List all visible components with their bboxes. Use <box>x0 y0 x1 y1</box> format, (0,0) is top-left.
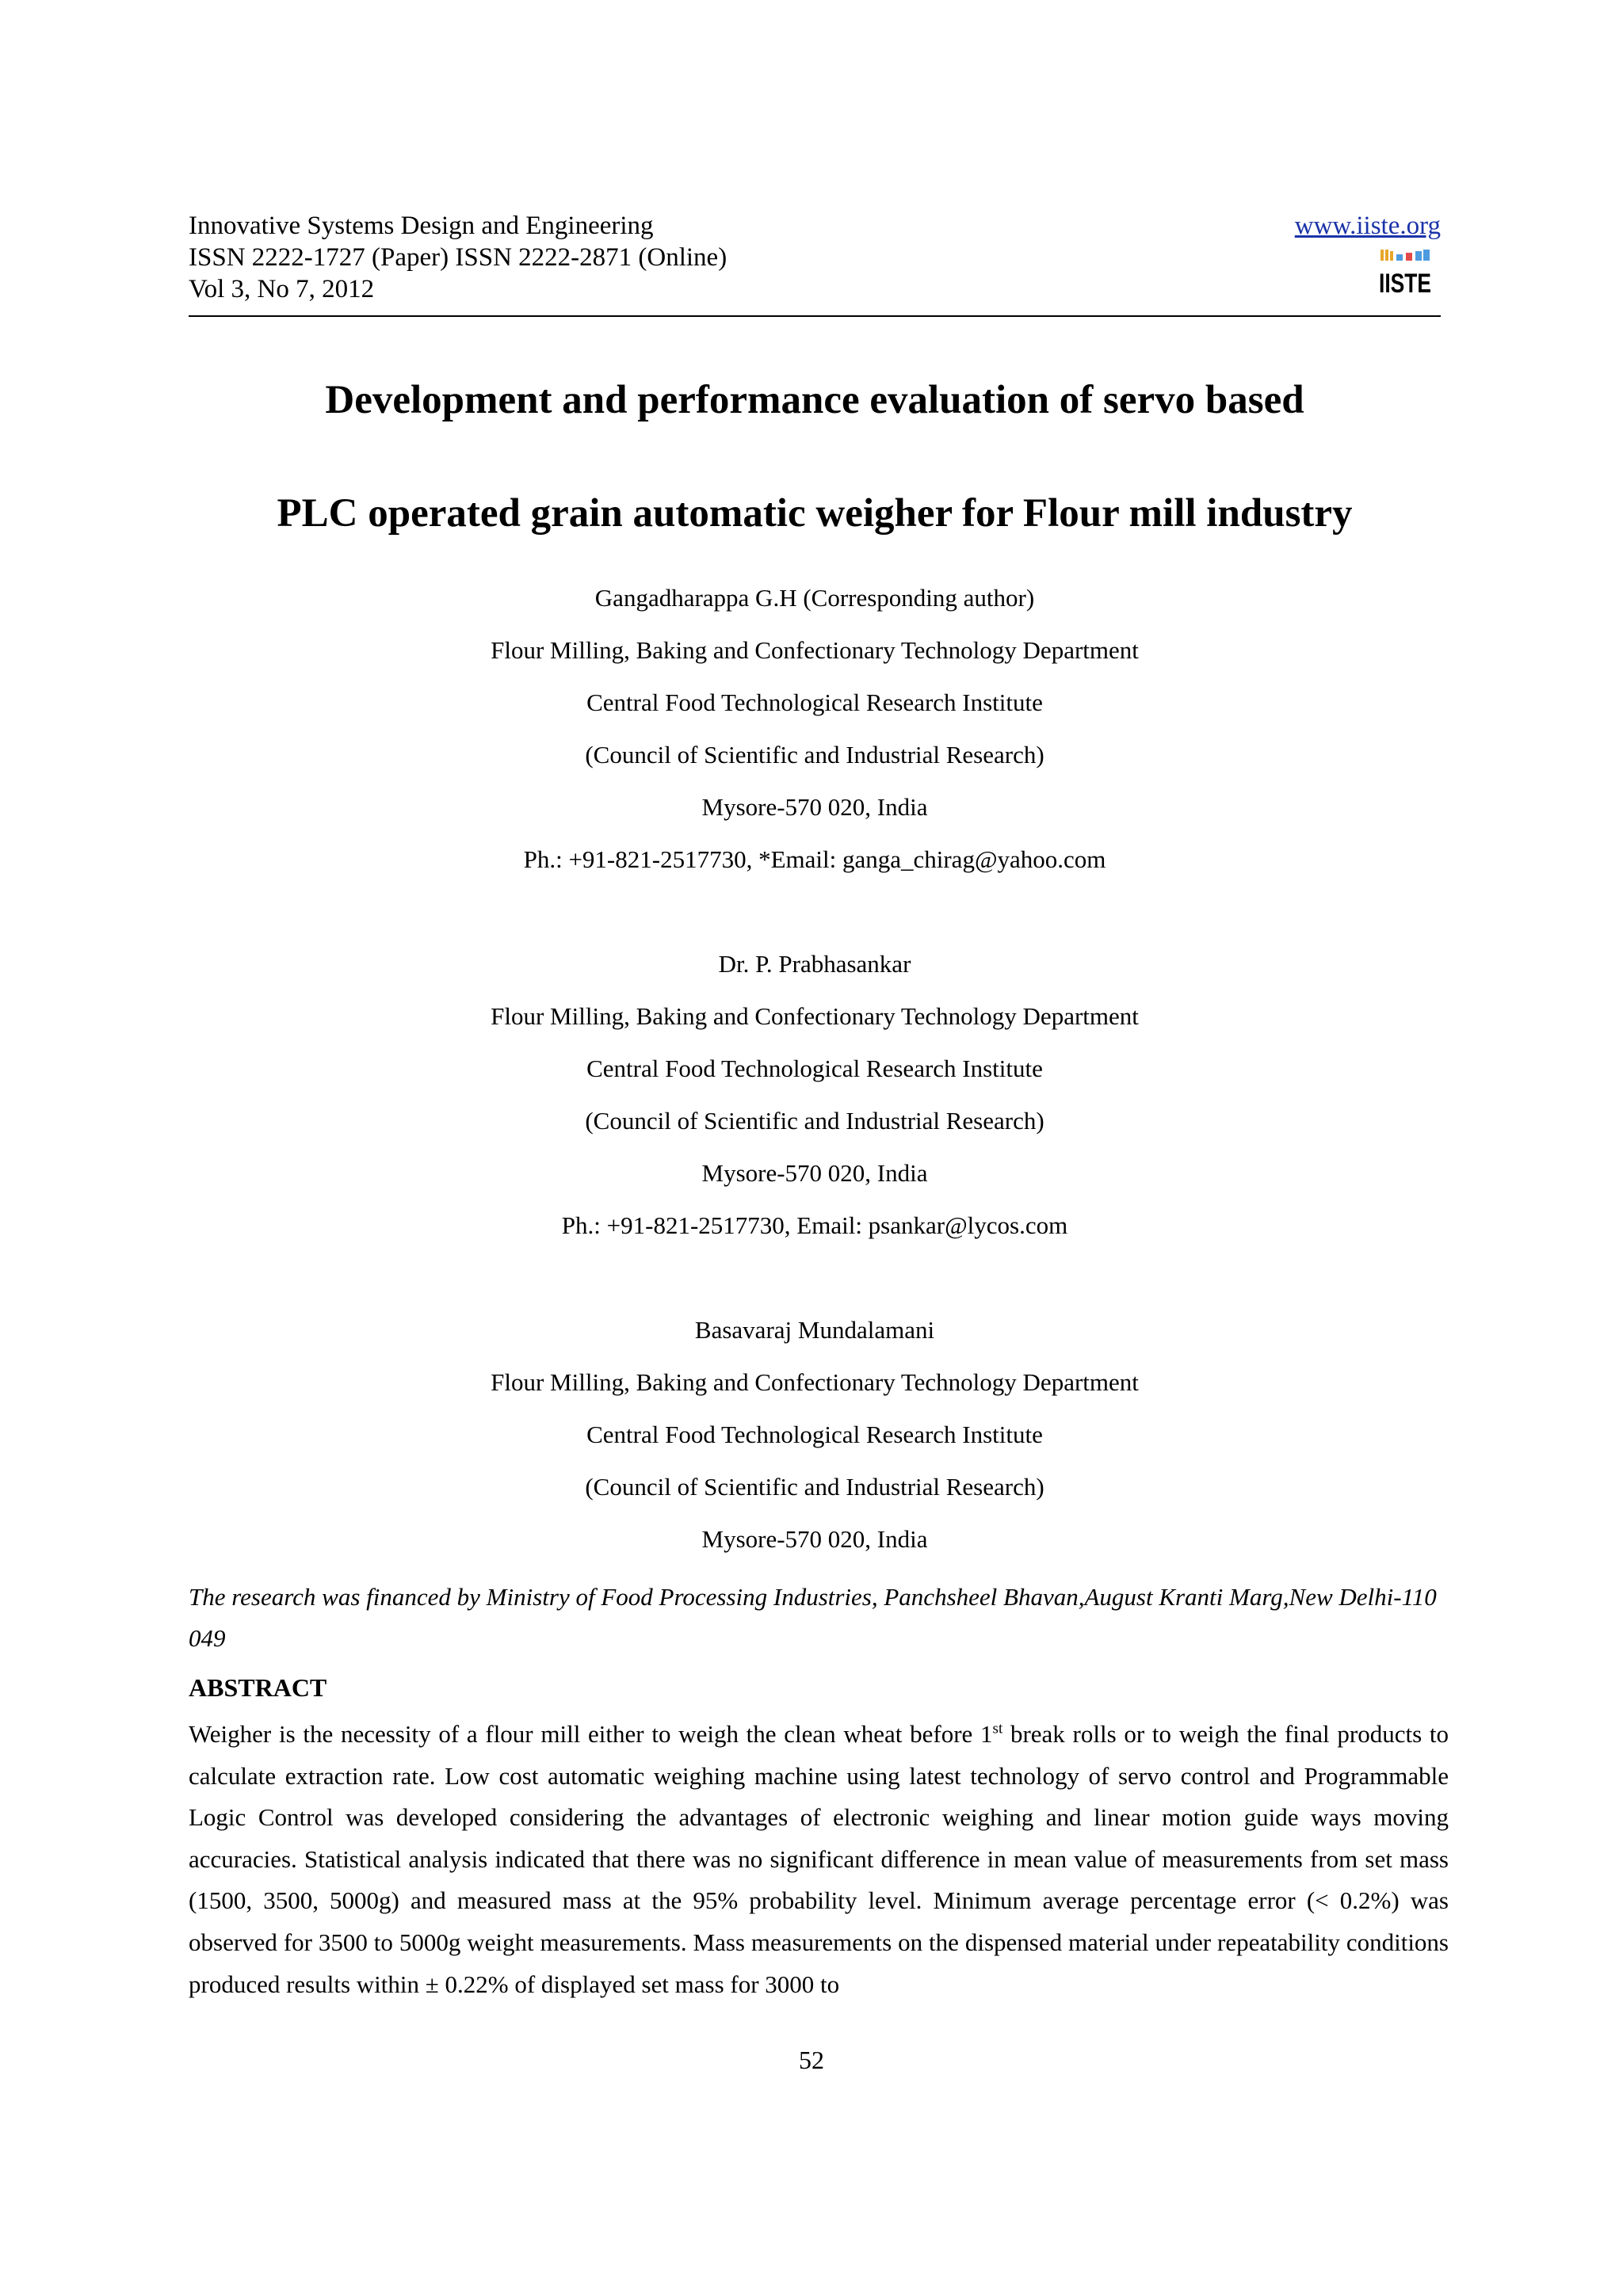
author-department: Flour Milling, Baking and Confectionary Technology Department <box>491 636 1139 664</box>
author-city: Mysore-570 020, India <box>701 793 928 821</box>
author-contact: Ph.: +91-821-2517730, *Email: ganga_chirag@yahoo.com <box>523 845 1106 873</box>
author-name: Gangadharappa G.H (Corresponding author) <box>594 584 1035 612</box>
author-city: Mysore-570 020, India <box>701 1525 928 1553</box>
author-contact: Ph.: +91-821-2517730, Email: psankar@lycos.com <box>561 1211 1068 1239</box>
author-department: Flour Milling, Baking and Confectionary Technology Department <box>491 1368 1139 1396</box>
abstract-superscript: st <box>992 1720 1003 1737</box>
paper-title-line-1: Development and performance evaluation of servo based <box>325 378 1304 422</box>
journal-name: Innovative Systems Design and Engineering <box>189 212 654 240</box>
paper-title-line-2: PLC operated grain automatic weigher for Flour mill industry <box>277 491 1353 536</box>
author-city: Mysore-570 020, India <box>701 1159 928 1187</box>
abstract-text-start: Weigher is the necessity of a flour mill either to weigh the clean wheat before 1 <box>189 1720 993 1748</box>
funding-note: The research was financed by Ministry of Food Processing Industries, Panchsheel Bhavan,August Kranti Marg,New Delhi-110 049 <box>189 1583 1437 1652</box>
website-link[interactable]: www.iiste.org <box>1294 212 1441 240</box>
author-block-3 <box>189 1314 1441 1576</box>
author-list <box>189 582 1441 1576</box>
author-block-2 <box>189 948 1441 1262</box>
abstract-text-rest: break rolls or to weigh the final products to calculate extraction rate. Low cost automatic weighing machine using latest technology of servo control and Programmable Logic Control was developed considering the advantages of electronic weighing and linear motion guide ways moving accuracies. Statistical analysis indicated that there was no significant difference in mean value of measurements from set mass (1500, 3500, 5000g) and measured mass at the 95% probability level. Minimum average percentage error (< 0.2%) was observed for 3500 to 5000g weight measurements. Mass measurements on the dispensed material under repeatability conditions produced results within ± 0.22% of displayed set mass for 3000 to <box>189 1720 1449 1998</box>
journal-issn: ISSN 2222-1727 (Paper) ISSN 2222-2871 (Online) <box>189 243 727 272</box>
page-number: 52 <box>799 2046 824 2074</box>
author-council: (Council of Scientific and Industrial Research) <box>585 1107 1044 1135</box>
author-institute: Central Food Technological Research Institute <box>586 1421 1043 1448</box>
author-block-1 <box>189 582 1441 896</box>
page-header <box>189 210 1441 305</box>
author-institute: Central Food Technological Research Institute <box>586 688 1043 716</box>
author-council: (Council of Scientific and Industrial Research) <box>585 741 1044 769</box>
logo-text: IISTE <box>1379 269 1431 299</box>
author-institute: Central Food Technological Research Institute <box>586 1055 1043 1082</box>
abstract-body <box>189 1714 1449 2005</box>
journal-volume: Vol 3, No 7, 2012 <box>189 275 375 303</box>
author-department: Flour Milling, Baking and Confectionary Technology Department <box>491 1002 1139 1030</box>
journal-info <box>189 210 1441 305</box>
author-council: (Council of Scientific and Industrial Research) <box>585 1473 1044 1501</box>
abstract-heading: ABSTRACT <box>189 1673 327 1702</box>
iiste-logo-icon <box>1377 248 1433 299</box>
author-name: Basavaraj Mundalamani <box>694 1316 935 1344</box>
author-name: Dr. P. Prabhasankar <box>718 950 911 978</box>
header-rule <box>189 315 1441 317</box>
